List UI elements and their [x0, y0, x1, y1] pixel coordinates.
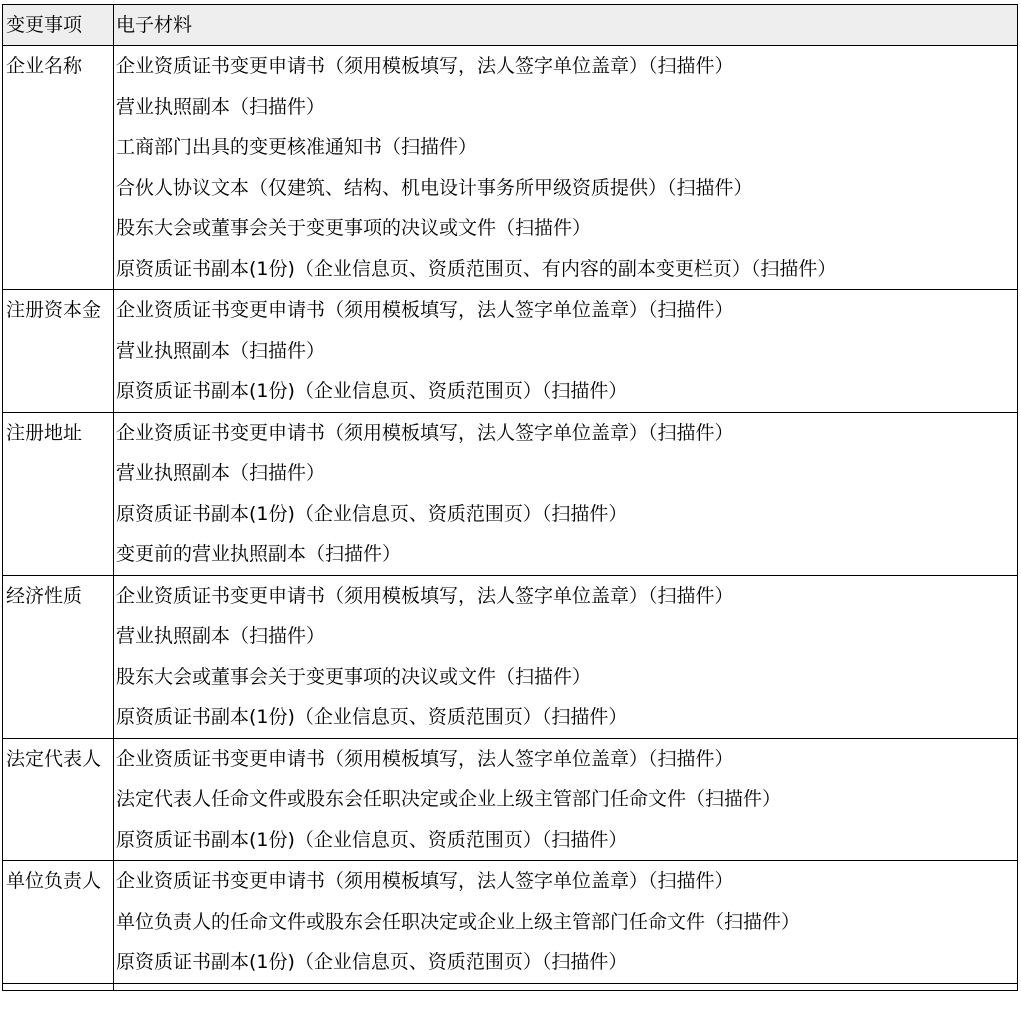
materials-table — [2, 4, 1018, 991]
table-body — [3, 46, 1018, 991]
table-row — [3, 861, 1018, 984]
continuation-cell-materials — [114, 983, 1018, 990]
material-item: 营业执照副本（扫描件） — [116, 462, 326, 484]
material-item: 营业执照副本（扫描件） — [116, 95, 326, 118]
material-item: 企业资质证书变更申请书（须用模板填写，法人签字单位盖章）（扫描件） — [116, 584, 734, 607]
change-item-cell: 注册资本金 — [3, 290, 114, 413]
material-item: 企业资质证书变更申请书（须用模板填写，法人签字单位盖章）（扫描件） — [116, 870, 734, 892]
material-item: 原资质证书副本(1份)（企业信息页、资质范围页）（扫描件） — [116, 502, 628, 525]
materials-cell — [114, 290, 1018, 413]
header-row — [3, 5, 1018, 46]
materials-cell — [114, 46, 1018, 290]
material-item: 企业资质证书变更申请书（须用模板填写，法人签字单位盖章）（扫描件） — [116, 55, 734, 77]
change-item-cell: 注册地址 — [3, 412, 114, 575]
material-item: 企业资质证书变更申请书（须用模板填写，法人签字单位盖章）（扫描件） — [116, 747, 734, 770]
material-item: 原资质证书副本(1份)（企业信息页、资质范围页、有内容的副本变更栏页）（扫描件） — [116, 257, 837, 280]
table-row — [3, 46, 1018, 290]
header-materials: 电子材料 — [114, 5, 1018, 46]
table-row — [3, 412, 1018, 575]
materials-cell — [114, 575, 1018, 738]
material-item: 股东大会或董事会关于变更事项的决议或文件（扫描件） — [116, 665, 592, 688]
table-row — [3, 575, 1018, 738]
material-item: 工商部门出具的变更核准通知书（扫描件） — [116, 136, 478, 158]
material-item: 单位负责人的任命文件或股东会任职决定或企业上级主管部门任命文件（扫描件） — [116, 910, 801, 933]
change-item-cell: 单位负责人 — [3, 861, 114, 984]
change-item-cell: 法定代表人 — [3, 738, 114, 861]
material-item: 企业资质证书变更申请书（须用模板填写，法人签字单位盖章）（扫描件） — [116, 421, 734, 444]
material-item: 营业执照副本（扫描件） — [116, 339, 326, 362]
table-row — [3, 290, 1018, 413]
change-item-cell: 经济性质 — [3, 575, 114, 738]
material-item: 原资质证书副本(1份)（企业信息页、资质范围页）（扫描件） — [116, 828, 628, 851]
materials-cell — [114, 861, 1018, 984]
table-row — [3, 738, 1018, 861]
material-item: 原资质证书副本(1份)（企业信息页、资质范围页）（扫描件） — [116, 380, 628, 402]
material-item: 营业执照副本（扫描件） — [116, 625, 326, 647]
table-continuation-row — [3, 983, 1018, 990]
header-item: 变更事项 — [3, 5, 114, 46]
change-item-cell: 企业名称 — [3, 46, 114, 290]
continuation-cell-item — [3, 983, 114, 990]
material-item: 合伙人协议文本（仅建筑、结构、机电设计事务所甲级资质提供）（扫描件） — [116, 176, 753, 199]
materials-cell — [114, 412, 1018, 575]
material-item: 变更前的营业执照副本（扫描件） — [116, 543, 402, 565]
material-item: 法定代表人任命文件或股东会任职决定或企业上级主管部门任命文件（扫描件） — [116, 788, 782, 810]
material-item: 原资质证书副本(1份)（企业信息页、资质范围页）（扫描件） — [116, 706, 628, 728]
material-item: 企业资质证书变更申请书（须用模板填写，法人签字单位盖章）（扫描件） — [116, 299, 734, 321]
material-item: 原资质证书副本(1份)（企业信息页、资质范围页）（扫描件） — [116, 951, 628, 973]
materials-cell — [114, 738, 1018, 861]
material-item: 股东大会或董事会关于变更事项的决议或文件（扫描件） — [116, 217, 592, 239]
